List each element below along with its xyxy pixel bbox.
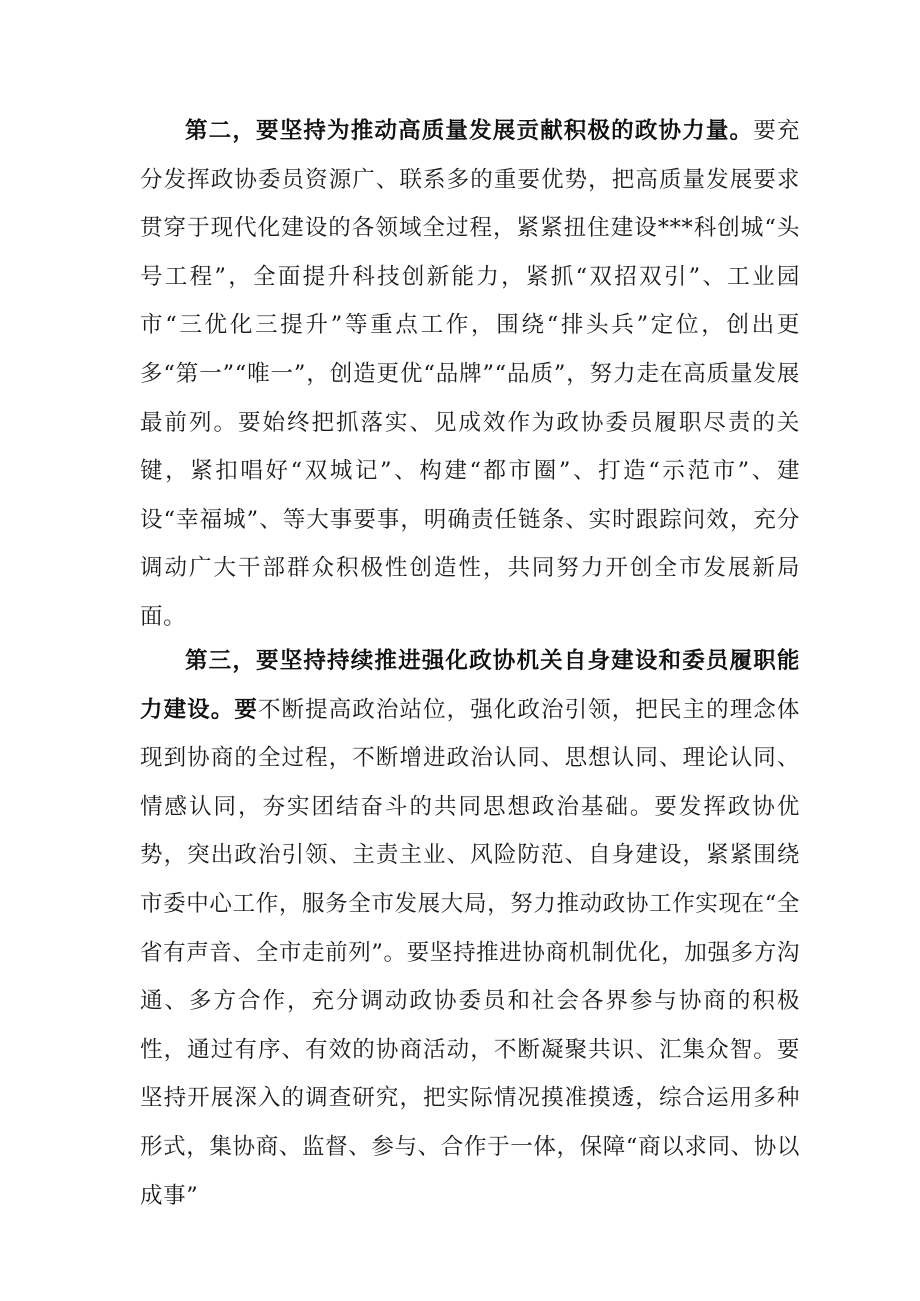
paragraph-body-text: 要充分发挥政协委员资源广、联系多的重要优势，把高质量发展要求贯穿于现代化建设的各领域全过程，紧紧扭住建设***科创城“头号工程”，全面提升科技创新能力，紧抓“双招双引”、工业园市“三优化三提升”等重点工作，围绕“排头兵”定位，创出更多“第一”“唯一”，创造更优“品牌”“品质”，努力走在高质量发展最前列。要始终把抓落实、见成效作为政协委员履职尽责的关键，紧扣唱好“双城记”、构建“都市圈”、打造“示范市”、建设“幸福城”、等大事要事，明确责任链条、实时跟踪问效，充分调动广大干部群众积极性创造性，共同努力开创全市发展新局面。 <box>140 118 800 630</box>
paragraph-lead-heading: 第三，要坚持持续推进强化政协机关自身建设和委员履职能力建设。要 <box>140 648 800 723</box>
paragraph-second-point <box>140 107 800 642</box>
paragraph-body-text: 不断提高政治站位，强化政治引领，把民主的理念体现到协商的全过程，不断增进政治认同、思想认同、理论认同、情感认同，夯实团结奋斗的共同思想政治基础。要发挥政协优势，突出政治引领、主责主业、风险防范、自身建设，紧紧围绕市委中心工作，服务全市发展大局，努力推动政协工作实现在“全省有声音、全市走前列”。要坚持推进协商机制优化，加强多方沟通、多方合作，充分调动政协委员和社会各界参与协商的积极性，通过有序、有效的协商活动，不断凝聚共识、汇集众智。要坚持开展深入的调查研究，把实际情况摸准摸透，综合运用多种形式，集协商、监督、参与、合作于一体，保障“商以求同、协以成事” <box>140 696 800 1209</box>
paragraph-lead-heading: 第二，要坚持为推动高质量发展贡献积极的政协力量。 <box>185 118 754 144</box>
paragraph-third-point <box>140 637 800 1220</box>
